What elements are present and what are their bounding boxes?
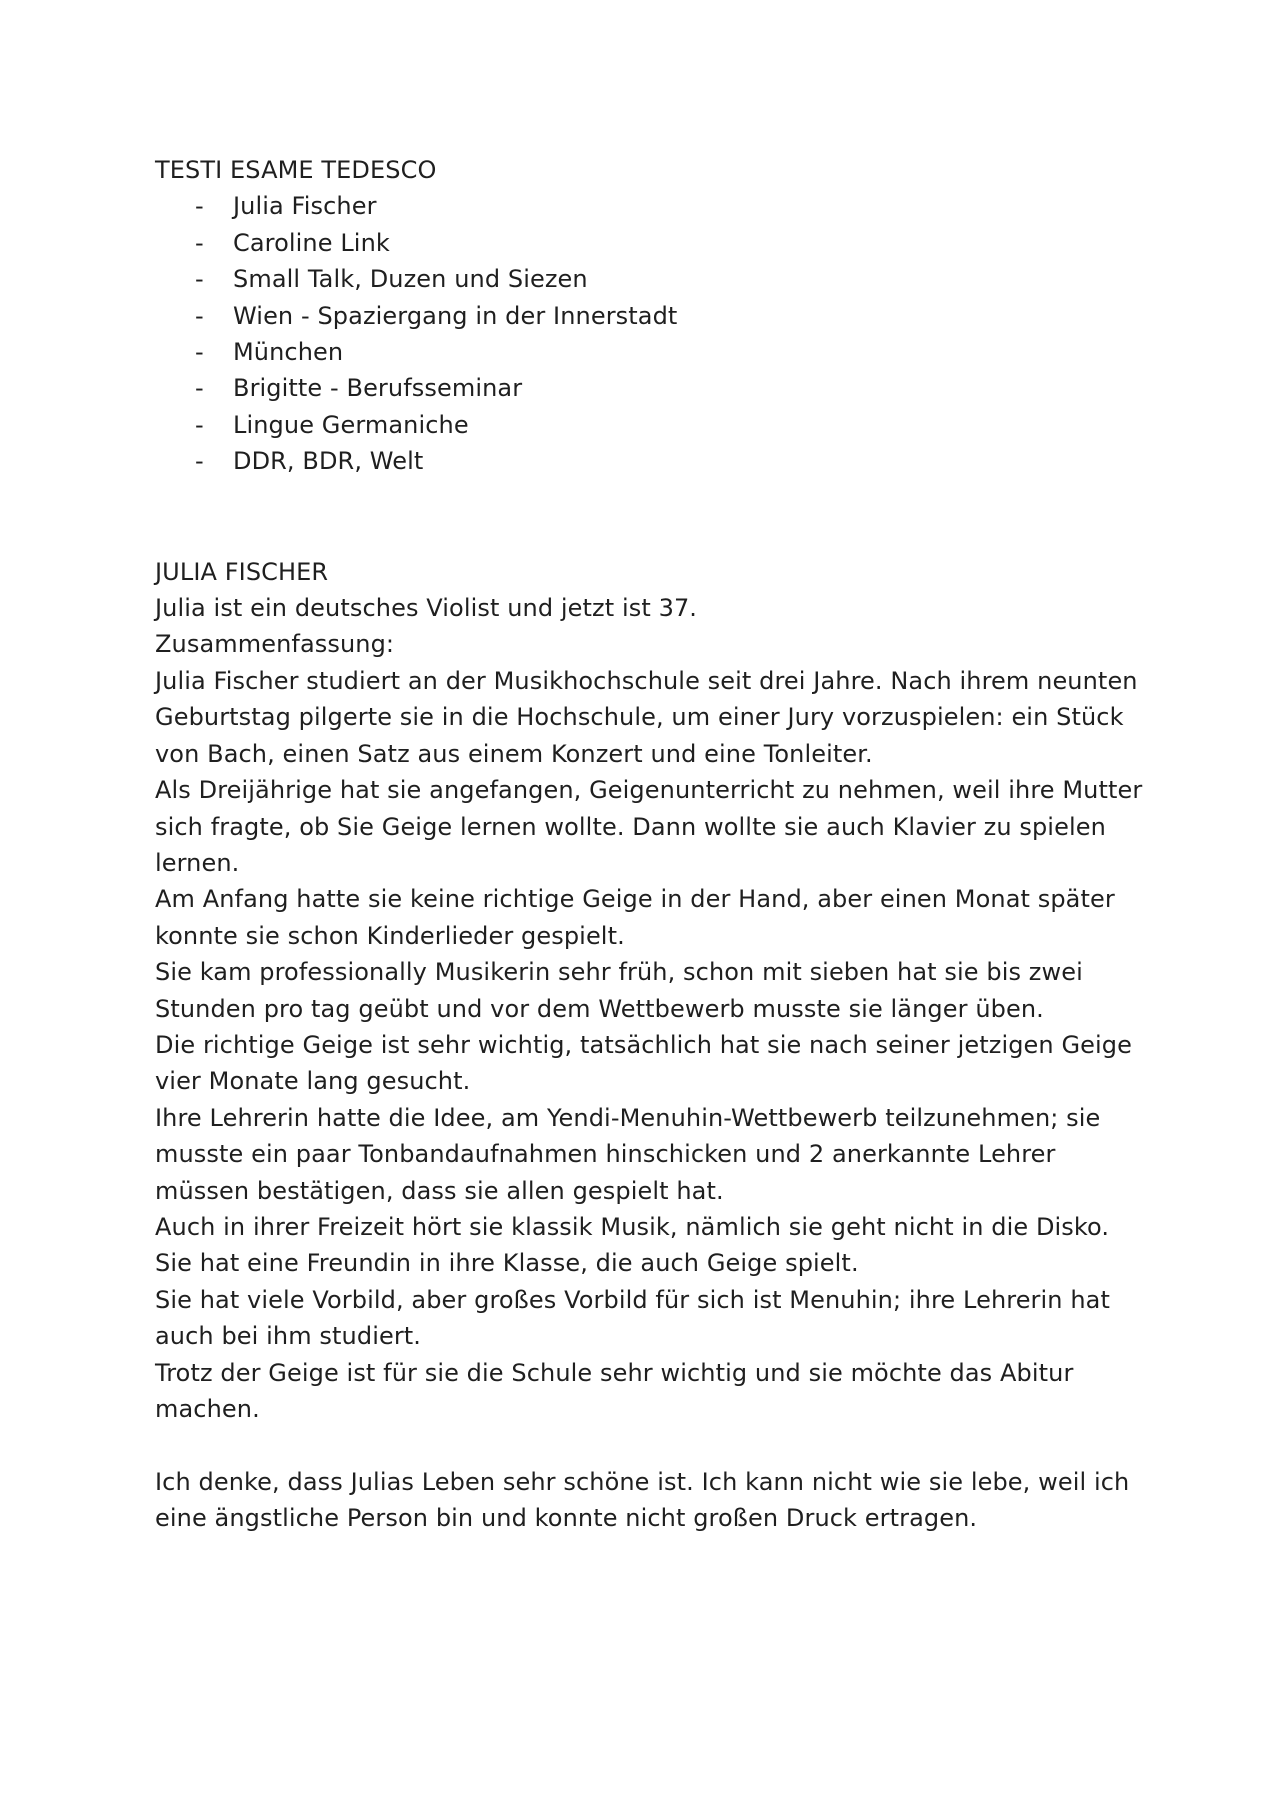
toc-item-label: Small Talk, Duzen und Siezen <box>233 265 588 294</box>
summary-paragraph: Die richtige Geige ist sehr wichtig, tatsächlich hat sie nach seiner jetzigen Geige vier Monate lang gesucht. <box>155 1030 1132 1096</box>
section-title: JULIA FISCHER <box>155 557 329 586</box>
summary-label: Zusammenfassung: <box>155 630 395 659</box>
toc-item-label: Wien - Spaziergang in der Innerstadt <box>233 301 678 330</box>
toc-item-label: München <box>233 338 344 367</box>
toc-item-label: Caroline Link <box>233 228 390 257</box>
summary-paragraph: Sie hat viele Vorbild, aber großes Vorbild für sich ist Menuhin; ihre Lehrerin hat auch bei ihm studiert. <box>155 1285 1110 1351</box>
dash-bullet: - <box>195 192 204 221</box>
toc-block <box>155 152 1145 480</box>
toc-item <box>155 225 1145 261</box>
dash-bullet: - <box>195 301 204 330</box>
summary-paragraph: Julia Fischer studiert an der Musikhochschule seit drei Jahre. Nach ihrem neunten Geburtstag pilgerte sie in die Hochschule, um einer Jury vorzuspielen: ein Stück von Bach, einen Satz aus einem Konzert und eine Tonleiter. <box>155 666 1138 768</box>
dash-bullet: - <box>195 338 204 367</box>
summary-paragraph: Sie kam professionally Musikerin sehr früh, schon mit sieben hat sie bis zwei Stunden pro tag geübt und vor dem Wettbewerb musste sie länger üben. <box>155 958 1083 1023</box>
toc-item-label: Julia Fischer <box>233 192 377 221</box>
summary-paragraph: Auch in ihrer Freizeit hört sie klassik Musik, nämlich sie geht nicht in die Disko. Sie hat eine Freundin in ihre Klasse, die auch Geige spielt. <box>155 1212 1110 1278</box>
toc-item-label: Brigitte - Berufsseminar <box>233 374 523 403</box>
julia-fischer-section <box>155 554 1145 1537</box>
toc-item-label: Lingue Germaniche <box>233 410 469 439</box>
toc-item <box>155 443 1145 479</box>
paragraph-gap <box>155 1427 1145 1463</box>
dash-bullet: - <box>195 447 204 476</box>
dash-bullet: - <box>195 410 204 439</box>
toc-item <box>155 370 1145 406</box>
toc-item <box>155 407 1145 443</box>
summary-paragraph: Trotz der Geige ist für sie die Schule sehr wichtig und sie möchte das Abitur machen. <box>155 1358 1074 1423</box>
toc-item <box>155 261 1145 297</box>
section-intro: Julia ist ein deutsches Violist und jetzt ist 37. <box>155 594 698 623</box>
toc-list <box>155 188 1145 479</box>
dash-bullet: - <box>195 265 204 294</box>
summary-paragraph: Als Dreijährige hat sie angefangen, Geigenunterricht zu nehmen, weil ihre Mutter sich fragte, ob Sie Geige lernen wollte. Dann wollte sie auch Klavier zu spielen lernen. <box>155 776 1143 877</box>
toc-item <box>155 334 1145 370</box>
dash-bullet: - <box>195 228 204 257</box>
toc-item <box>155 188 1145 224</box>
toc-item <box>155 298 1145 334</box>
summary-paragraph: Am Anfang hatte sie keine richtige Geige in der Hand, aber einen Monat später konnte sie schon Kinderlieder gespielt. <box>155 885 1115 950</box>
toc-item-label: DDR, BDR, Welt <box>233 447 424 476</box>
toc-title: TESTI ESAME TEDESCO <box>155 156 437 184</box>
dash-bullet: - <box>195 374 204 403</box>
opinion-paragraph: Ich denke, dass Julias Leben sehr schöne ist. Ich kann nicht wie sie lebe, weil ich eine ängstliche Person bin und konnte nicht großen Druck ertragen. <box>155 1467 1130 1533</box>
summary-paragraph: Ihre Lehrerin hatte die Idee, am Yendi-Menuhin-Wettbewerb teilzunehmen; sie musste ein paar Tonbandaufnahmen hinschicken und 2 anerkannte Lehrer müssen bestätigen, dass sie allen gespielt hat. <box>155 1103 1101 1205</box>
document-page <box>155 152 1145 1537</box>
